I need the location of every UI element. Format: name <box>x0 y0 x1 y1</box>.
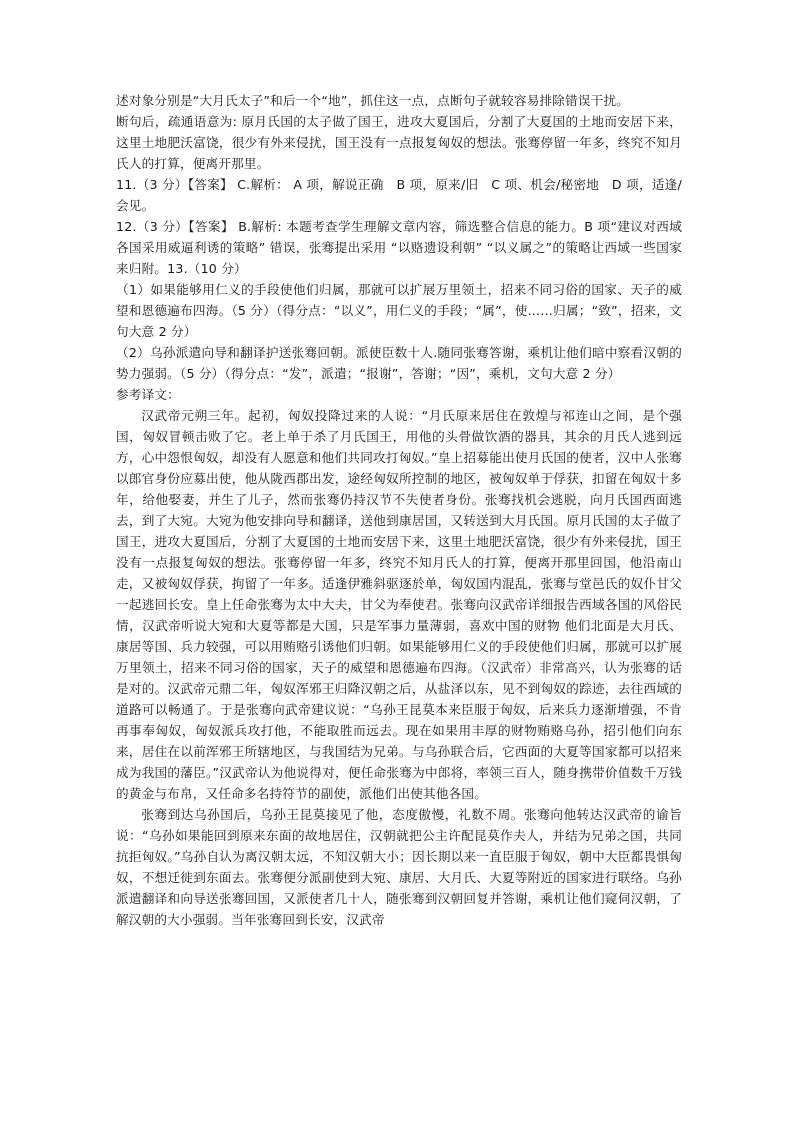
answer-11: 11.（3 分）【答案】 C.解析： A 项，解说正确 B 项，原来/旧 C 项、机会/秘密地 D 项，适逢/会见。 <box>116 177 682 213</box>
answer-13-part-2: （2）乌孙派遣向导和翻译护送张骞回朝。派使臣数十人.随同张骞答谢，乘机让他们暗中察看汉朝的势力强弱。（5 分）（得分点：“发”，派遣；“报谢”，答谢；“因”，乘机，文句大意 2 分） <box>116 345 682 381</box>
paragraph-prev-explanation: 述对象分别是“大月氏太子”和后一个“地”，抓住这一点，点断句子就较容易排除错误干扰。 <box>116 93 630 108</box>
translation-paragraph-2: 张骞到达乌孙国后，乌孙王昆莫接见了他，态度傲慢，礼数不周。张骞向他转达汉武帝的谕旨说：“乌孙如果能回到原来东面的故地居住，汉朝就把公主许配昆莫作夫人，并结为兄弟之国，共同抗拒匈奴。”乌孙自认为离汉朝太远，不知汉朝大小；因长期以来一直臣服于匈奴，朝中大臣都畏惧匈奴，不想迁徙到东面去。张骞便分派副使到大宛、康居、大月氏、大夏等附近的国家进行联络。乌孙派遣翻译和向导送张骞回国，又派使者几十人，随张骞到汉朝回复并答谢，乘机让他们窥伺汉朝，了解汉朝的大小强弱。当年张骞回到长安，汉武帝 <box>116 807 682 927</box>
answer-12: 12.（3 分）【答案】 B.解析: 本题考查学生理解文章内容，筛选整合信息的能力。B 项“建议对西域各国采用威逼利诱的策略” 错误，张骞提出采用 “以赂遗设利朝” “以义属之”的策略让西域一些国家来归附。13.（10 分） <box>116 219 682 276</box>
translation-paragraph-1: 汉武帝元朔三年。起初，匈奴投降过来的人说：“月氏原来居住在敦煌与祁连山之间，是个强国，匈奴冒顿击败了它。老上单于杀了月氏国王，用他的头骨做饮酒的器具，其余的月氏人逃到远方，心中怨恨匈奴，却没有人愿意和他们共同攻打匈奴。”皇上招募能出使月氏国的使者，汉中人张骞以郎官身份应募出使，他从陇西郡出发，途经匈奴所控制的地区，被匈奴单于俘获，扣留在匈奴十多年，给他娶妻，并生了儿子，然而张骞仍持汉节不失使者身份。张骞找机会逃脱，向月氏国西面逃去，到了大宛。大宛为他安排向导和翻译，送他到康居国，又转送到大月氏国。原月氏国的太子做了国王，进攻大夏国后，分割了大夏国的土地而安居下来，这里土地肥沃富饶，很少有外来侵扰，国王没有一点报复匈奴的想法。张骞停留一年多，终究不知月氏人的打算，便离开那里回国，他沿南山走，又被匈奴俘获，拘留了一年多。适逢伊雅斜驱逐於单，匈奴国内混乱，张骞与堂邑氏的奴仆甘父一起逃回长安。皇上任命张骞为太中大夫，甘父为奉使君。张骞向汉武帝详细报告西域各国的风俗民情，汉武帝听说大宛和大夏等都是大国，只是军事力量薄弱，喜欢中国的财物 他们北面是大月氏、康居等国、兵力较强，可以用贿赂引诱他们归朝。如果能够用仁义的手段使他们归属，那就可以扩展万里领土，招来不同习俗的国家，天子的威望和恩德遍布四海。（汉武帝）非常高兴，认为张骞的话是对的。汉武帝元鼎二年，匈奴浑邪王归降汉朝之后，从盐泽以东，见不到匈奴的踪迹，去往西域的道路可以畅通了。于是张骞向武帝建议说：“乌孙王昆莫本来臣服于匈奴，后来兵力逐渐增强，不肯再事奉匈奴，匈奴派兵攻打他，不能取胜而远去。现在如果用丰厚的财物贿赂乌孙，招引他们向东来，居住在以前浑邪王所辖地区，与我国结为兄弟。与乌孙联合后，它西面的大夏等国家都可以招来成为我国的藩臣。”汉武帝认为他说得对，便任命张骞为中郎将，率领三百人，随身携带价值数千万钱的黄金与布帛，又任命多名持符节的副使，派他们出使其他各国。 <box>116 408 682 801</box>
reference-translation-heading: 参考译文： <box>116 387 180 402</box>
paragraph-translation-note: 断句后，疏通语意为: 原月氏国的太子做了国王，进攻大夏国后，分割了大夏国的土地而安居下来，这里土地肥沃富饶，很少有外来侵扰，国王没有一点报复匈奴的想法。张骞停留一年多，终究不知月氏人的打算，便离开那里。 <box>116 114 682 171</box>
answer-13-part-1: （1）如果能够用仁义的手段使他们归属，那就可以扩展万里领土，招来不同习俗的国家、天子的威望和恩德遍布四海。（5 分）（得分点：“以义”，用仁义的手段；“属”，使……归属；“致”，招来，文句大意 2 分） <box>116 282 682 339</box>
document-page <box>116 90 682 930</box>
